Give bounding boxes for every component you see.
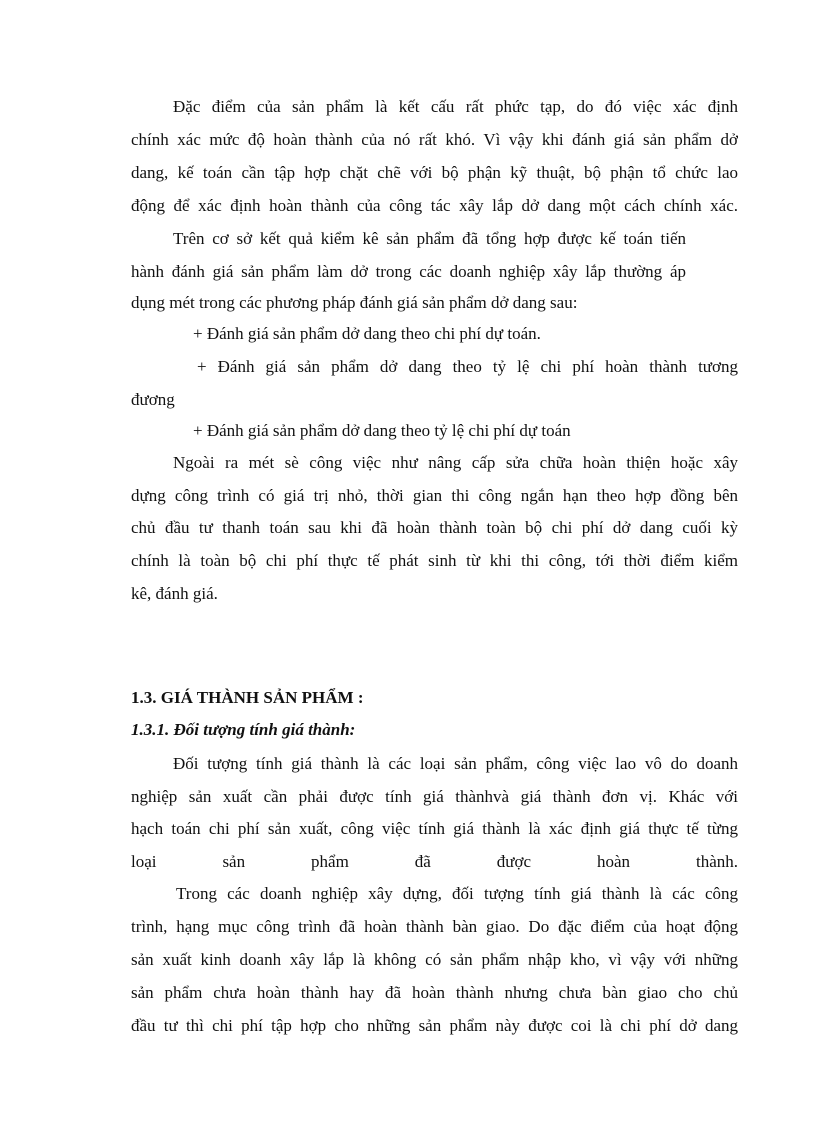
method-item-2-line-2: đương: [131, 390, 175, 409]
method-item-3: + Đánh giá sản phẩm dở dang theo tỷ lệ chi phí dự toán: [193, 421, 571, 440]
method-item-2-line-1: + Đánh giá sản phẩm dở dang theo tỷ lệ chi phí hoàn thành tương: [197, 357, 738, 376]
paragraph-1-line-1: Đặc điểm của sản phẩm là kết cấu rất phức tạp, do đó việc xác định: [173, 97, 738, 116]
paragraph-3-line-1: Ngoài ra mét sè công việc như nâng cấp sửa chữa hoàn thiện hoặc xây: [173, 453, 738, 472]
method-item-1: + Đánh giá sản phẩm dở dang theo chi phí dự toán.: [193, 324, 541, 343]
paragraph-5-line-1: Trong các doanh nghiệp xây dựng, đối tượng tính giá thành là các công: [176, 884, 738, 903]
paragraph-3-line-3: chủ đầu tư thanh toán sau khi đã hoàn thành toàn bộ chi phí dở dang cuối kỳ: [131, 518, 738, 537]
paragraph-5-line-3: sản xuất kinh doanh xây lắp là không có sản phẩm nhập kho, vì vậy với những: [131, 950, 738, 969]
paragraph-1-line-2: chính xác mức độ hoàn thành của nó rất khó. Vì vậy khi đánh giá sản phẩm dở: [131, 130, 738, 149]
section-heading: 1.3. GIÁ THÀNH SẢN PHẨM :: [131, 688, 364, 707]
subsection-heading: 1.3.1. Đối tượng tính giá thành:: [131, 720, 356, 739]
paragraph-2-line-2: hành đánh giá sản phẩm làm dở trong các doanh nghiệp xây lắp thường áp: [131, 262, 686, 281]
paragraph-5-line-4: sản phẩm chưa hoàn thành hay đã hoàn thành nhưng chưa bàn giao cho chủ: [131, 983, 738, 1002]
paragraph-4-line-2: nghiệp sản xuất cần phải được tính giá thànhvà giá thành đơn vị. Khác với: [131, 787, 738, 806]
paragraph-1-line-3: dang, kế toán cần tập hợp chặt chẽ với bộ phận kỹ thuật, bộ phận tổ chức lao: [131, 163, 738, 182]
paragraph-3-line-2: dựng công trình có giá trị nhỏ, thời gian thi công ngắn hạn theo hợp đồng bên: [131, 486, 738, 505]
paragraph-1-line-4: động để xác định hoàn thành của công tác xây lắp dở dang một cách chính xác.: [131, 196, 738, 215]
paragraph-2-line-1: Trên cơ sở kết quả kiểm kê sản phẩm đã tổng hợp được kế toán tiến: [173, 229, 686, 248]
paragraph-3-line-5: kê, đánh giá.: [131, 584, 218, 603]
paragraph-4-line-4: loại sản phẩm đã được hoàn thành.: [131, 852, 738, 871]
paragraph-2-line-3: dụng mét trong các phương pháp đánh giá sản phẩm dở dang sau:: [131, 293, 578, 312]
paragraph-4-line-1: Đối tượng tính giá thành là các loại sản phẩm, công việc lao vô do doanh: [173, 754, 738, 773]
paragraph-4-line-3: hạch toán chi phí sản xuất, công việc tính giá thành là xác định giá thực tế từng: [131, 819, 738, 838]
paragraph-5-line-5: đầu tư thì chi phí tập hợp cho những sản phẩm này được coi là chi phí dở dang: [131, 1016, 738, 1035]
paragraph-5-line-2: trình, hạng mục công trình đã hoàn thành bàn giao. Do đặc điểm của hoạt động: [131, 917, 738, 936]
paragraph-3-line-4: chính là toàn bộ chi phí thực tế phát sinh từ khi thi công, tới thời điểm kiểm: [131, 551, 738, 570]
